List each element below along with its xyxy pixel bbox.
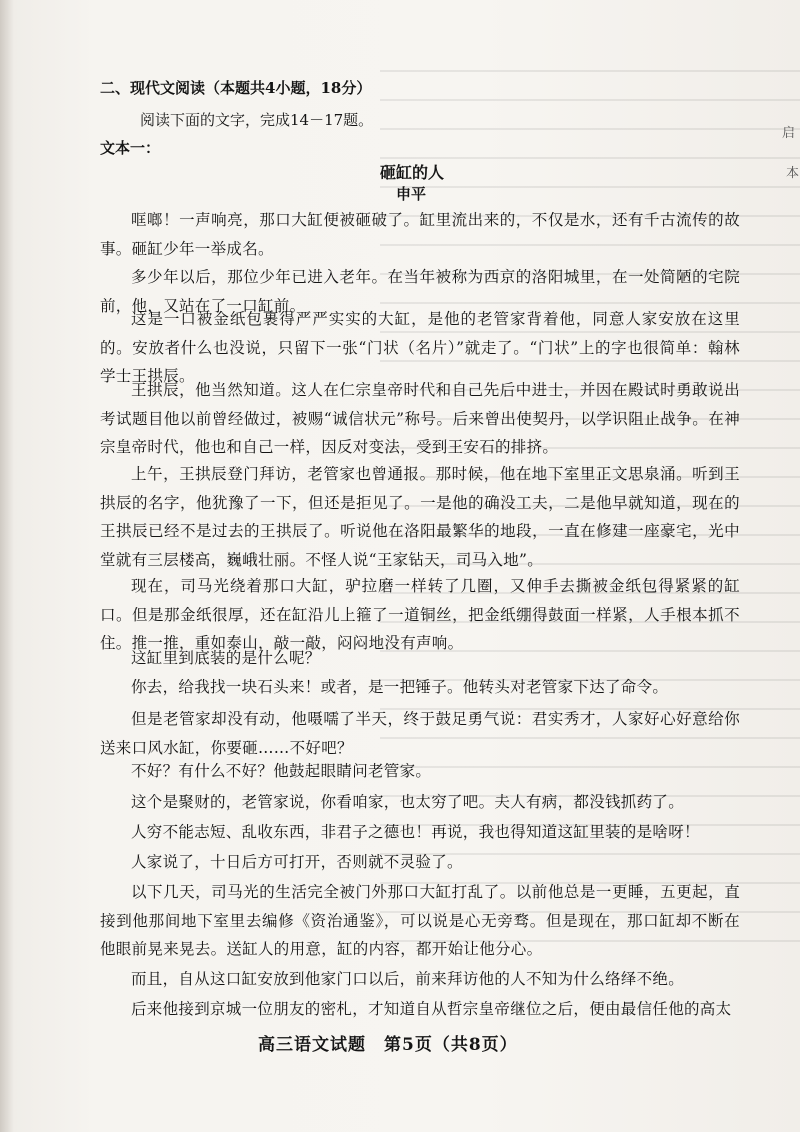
paragraph-13: 人家说了，十日后方可打开，否则就不灵验了。 — [131, 853, 463, 871]
paragraph-10: 不好？有什么不好？他鼓起眼睛问老管家。 — [131, 762, 432, 780]
instruction: 阅读下面的文字，完成14－17题。 — [140, 111, 374, 129]
paragraph-12: 人穷不能志短、乱收东西，非君子之德也！再说，我也得知道这缸里装的是啥呀！ — [131, 823, 700, 841]
article-title: 砸缸的人 — [380, 163, 445, 182]
paragraph-15: 而且，自从这口缸安放到他家门口以后，前来拜访他的人不知为什么络绎不绝。 — [131, 970, 685, 988]
text-label: 文本一： — [100, 139, 161, 157]
paragraph-11: 这个是聚财的，老管家说，你看咱家，也太穷了吧。夫人有病，都没钱抓药了。 — [131, 793, 685, 811]
paragraph-3: 这是一口被金纸包裹得严严实实的大缸，是他的老管家背着他，同意人家安放在这里的。安放者什么也没说，只留下一张“门状（名片）”就走了。“门状”上的字也很简单：翰林学士王拱辰。 — [100, 310, 740, 385]
paragraph-5: 上午，王拱辰登门拜访，老管家也曾通报。那时候，他在地下室里正文思泉涌。听到王拱辰的名字，他犹豫了一下，但还是拒见了。一是他的确没工夫，二是他早就知道，现在的王拱辰已经不是过去的王拱辰了。听说他在洛阳最繁华的地段，一直在修建一座豪宅，光中堂就有三层楼高，巍峨壮丽。不怪人说“王家钻天，司马入地”。 — [100, 465, 740, 569]
paragraph-1: 哐啷！一声响亮，那口大缸便被砸破了。缸里流出来的，不仅是水，还有千古流传的故事。砸缸少年一举成名。 — [100, 211, 740, 258]
paragraph-8: 你去，给我找一块石头来！或者，是一把锤子。他转头对老管家下达了命令。 — [131, 678, 669, 696]
paragraph-9: 但是老管家却没有动，他嗫嚅了半天，终于鼓足勇气说：君实秀才，人家好心好意给你送来口风水缸，你要砸……不好吧？ — [100, 710, 740, 757]
author: 申平 — [396, 185, 427, 203]
section-title: 二、现代文阅读（本题共4小题，18分） — [100, 79, 372, 97]
paragraph-16: 后来他接到京城一位朋友的密札，才知道自从哲宗皇帝继位之后，便由最信任他的高太 — [131, 1000, 732, 1018]
paragraph-6: 现在，司马光绕着那口大缸，驴拉磨一样转了几圈，又伸手去撕被金纸包得紧紧的缸口。但是那金纸很厚，还在缸沿儿上箍了一道铜丝，把金纸绷得鼓面一样紧，人手根本抓不住。推一推，重如泰山，敲一敲，闷闷地没有声响。 — [100, 577, 740, 652]
margin-char-2: 本 — [786, 166, 800, 181]
paragraph-2: 多少年以后，那位少年已进入老年。在当年被称为西京的洛阳城里，在一处简陋的宅院前，他，又站在了一口缸前。 — [100, 268, 740, 315]
page-footer: 高三语文试题 第5页（共8页） — [258, 1035, 518, 1055]
paragraph-4: 王拱辰，他当然知道。这人在仁宗皇帝时代和自己先后中进士，并因在殿试时勇敢说出考试题目他以前曾经做过，被赐“诚信状元”称号。后来曾出使契丹，以学识阻止战争。在神宗皇帝时代，他也和自己一样，因反对变法，受到王安石的排挤。 — [100, 381, 740, 456]
paragraph-14: 以下几天，司马光的生活完全被门外那口大缸打乱了。以前他总是一更睡，五更起，直接到他那间地下室里去编修《资治通鉴》，可以说是心无旁骛。但是现在，那口缸却不断在他眼前晃来晃去。送缸人的用意，缸的内容，都开始让他分心。 — [100, 883, 740, 958]
margin-char-1: 启 — [782, 126, 796, 141]
paragraph-7: 这缸里到底装的是什么呢？ — [131, 649, 321, 667]
page-edge-shadow — [0, 0, 14, 1132]
